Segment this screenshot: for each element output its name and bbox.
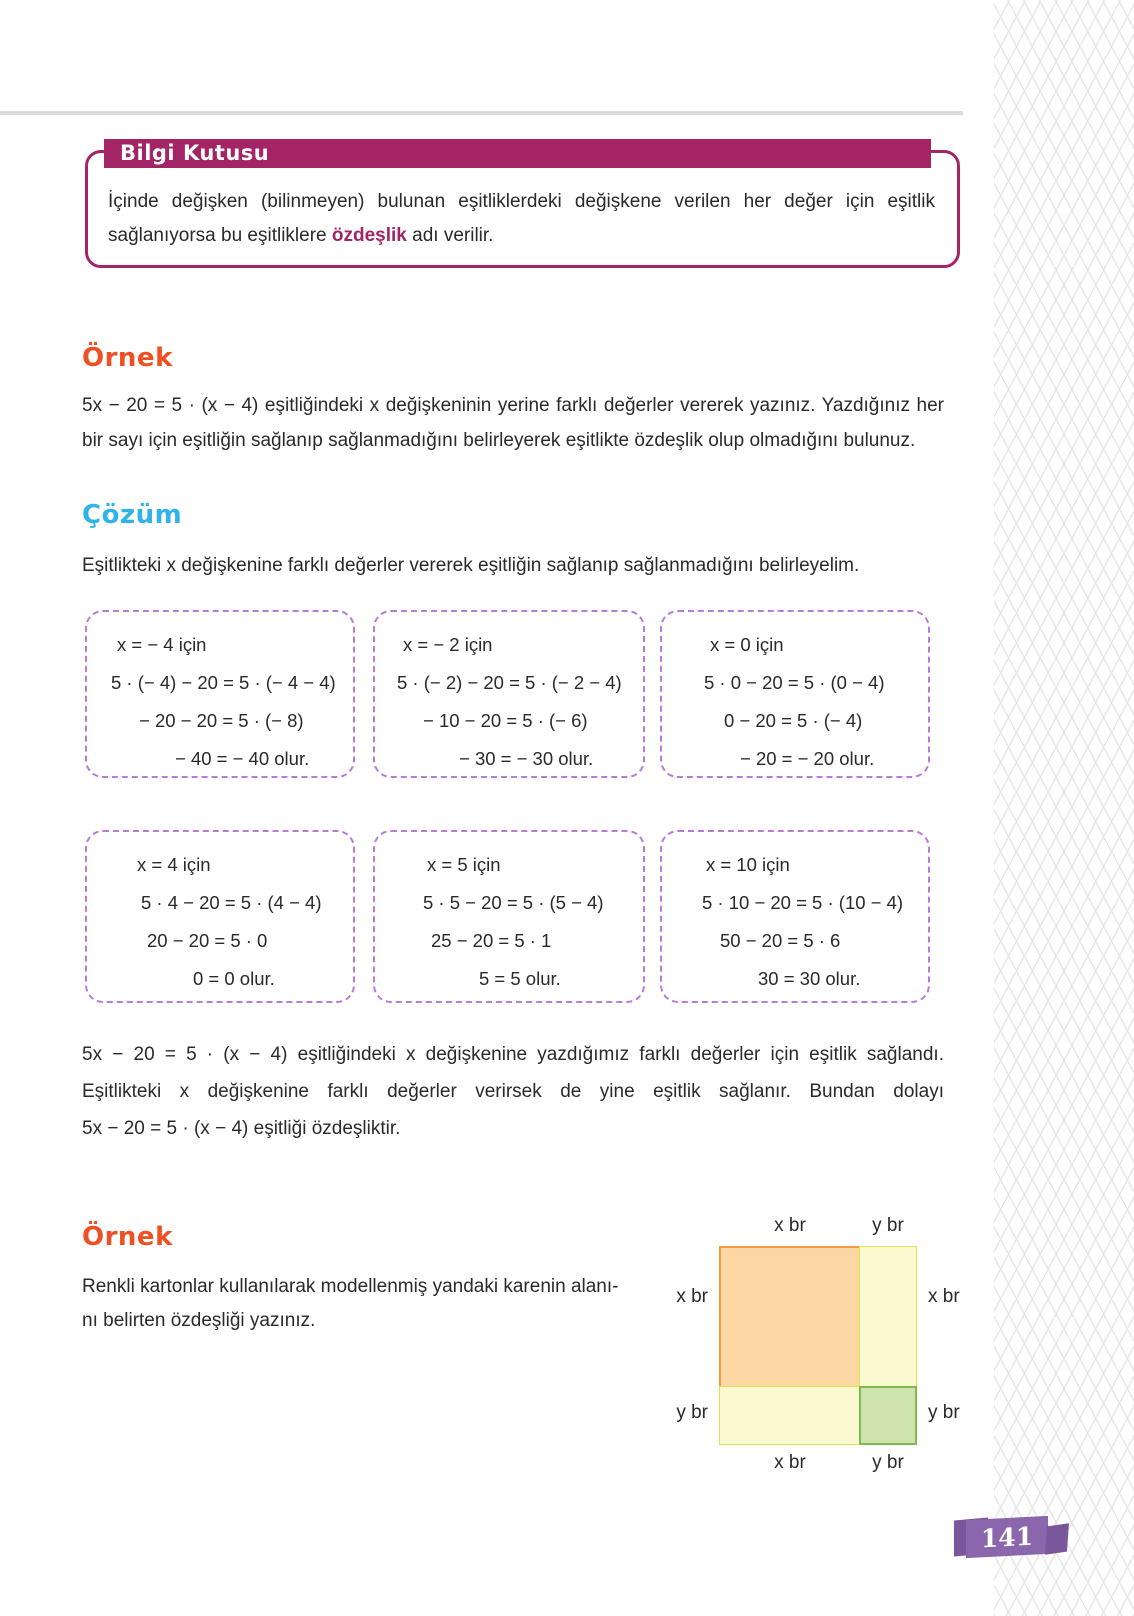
solution-intro: Eşitlikteki x değişkenine farklı değerler vererek eşitliğin sağlanıp sağlanmadığını belirleyelim. — [82, 555, 860, 576]
diagram-label-right-x: x br — [928, 1286, 960, 1307]
info-text-after: adı verilir. — [406, 225, 494, 246]
example2-line1: Renkli kartonlar kullanılarak modellenmiş yandaki karenin alanı- — [82, 1276, 619, 1297]
top-divider-rule — [0, 111, 963, 115]
diagram-label-bottom-x: x br — [774, 1452, 806, 1473]
equation-line: − 40 = − 40 olur. — [175, 748, 310, 769]
ribbon-tail-fold — [1045, 1523, 1069, 1554]
page-number: 141 — [980, 1521, 1034, 1553]
equation-line: 5 · (− 4) − 20 = 5 · (− 4 − 4) — [111, 672, 336, 693]
equation-line: 5 · 5 − 20 = 5 · (5 − 4) — [423, 892, 604, 913]
solution-box-x-0 — [660, 610, 930, 778]
equation-line: 0 = 0 olur. — [193, 968, 275, 989]
cozum-heading: Çözüm — [82, 500, 183, 530]
diagram-label-left-x: x br — [676, 1286, 708, 1307]
solution-box-x-4 — [85, 830, 355, 1003]
equation-line: 50 − 20 = 5 · 6 — [720, 930, 841, 951]
info-box-title: Bilgi Kutusu — [120, 141, 270, 165]
conclusion-paragraph — [82, 1036, 944, 1147]
diagram-label-top-x: x br — [774, 1215, 806, 1236]
conclusion-text-1: eşitliğindeki x değişkenine yazdığımız farklı değerler için eşitlik sağlandı. Eşitlikteki x değişkenine farklı değerler verirsek de yine eşitlik sağlanır. Bundan dolayı — [82, 1044, 944, 1102]
equation-line: 5 · 10 − 20 = 5 · (10 − 4) — [702, 892, 904, 913]
equation-line: x = 4 için — [137, 854, 211, 875]
solution-box-x-10 — [660, 830, 930, 1003]
equation-line: 5 · 4 − 20 = 5 · (4 − 4) — [141, 892, 322, 913]
ribbon-main — [966, 1516, 1048, 1558]
solution-box-x-minus2 — [373, 610, 645, 778]
example1-text — [82, 388, 944, 458]
info-box — [85, 141, 960, 268]
equation-line: 5 · (− 2) − 20 = 5 · (− 2 − 4) — [397, 672, 622, 693]
info-text-before: İçinde değişken (bilinmeyen) bulunan eşitliklerdeki değişkene verilen her değer için eşitlik sağlanıyorsa bu eşitliklere — [108, 191, 935, 246]
diagram-label-right-y: y br — [928, 1402, 960, 1423]
diagram-label-bottom-y: y br — [872, 1452, 904, 1473]
equation-line: − 20 − 20 = 5 · (− 8) — [139, 710, 304, 731]
page-ribbon — [952, 1513, 1072, 1563]
example1-equation: 5x − 20 = 5 · (x − 4) — [82, 395, 259, 416]
solution-box-x-5 — [373, 830, 645, 1003]
equation-line: − 20 = − 20 olur. — [740, 748, 875, 769]
diagram-strip-y-by-x-right — [859, 1246, 917, 1388]
info-box-title-bar — [104, 139, 931, 168]
conclusion-text-2: eşitliği özdeşliktir. — [248, 1118, 401, 1139]
equation-line: 30 = 30 olur. — [758, 968, 861, 989]
highlight-ozdeslik: özdeşlik — [331, 225, 407, 246]
equation-line: 20 − 20 = 5 · 0 — [147, 930, 268, 951]
equation-line: x = 0 için — [710, 634, 784, 655]
equation-line: 5 · 0 − 20 = 5 · (0 − 4) — [704, 672, 885, 693]
equation-line: x = 5 için — [427, 854, 501, 875]
example2-text — [82, 1270, 662, 1338]
equation-line: x = − 4 için — [117, 634, 207, 655]
conclusion-equation-2: 5x − 20 = 5 · (x − 4) — [82, 1118, 249, 1139]
info-box-text — [108, 185, 935, 253]
diagram-label-left-y: y br — [676, 1402, 708, 1423]
equation-line: x = − 2 için — [403, 634, 493, 655]
crosshatch-pattern — [994, 0, 1134, 1616]
diagram-strip-x-by-y-bottom — [719, 1386, 861, 1445]
equation-line: − 30 = − 30 olur. — [459, 748, 594, 769]
diagram-square-y-by-y — [859, 1386, 917, 1445]
equation-line: − 10 − 20 = 5 · (− 6) — [423, 710, 588, 731]
ornek2-heading: Örnek — [82, 1222, 173, 1252]
ornek1-heading: Örnek — [82, 343, 173, 373]
conclusion-equation-1: 5x − 20 = 5 · (x − 4) — [82, 1044, 288, 1065]
diagram-square-x-by-x — [719, 1246, 861, 1388]
equation-line: 0 − 20 = 5 · (− 4) — [724, 710, 863, 731]
example2-line2: nı belirten özdeşliği yazınız. — [82, 1310, 316, 1331]
equation-line: 5 = 5 olur. — [479, 968, 561, 989]
example1-body: eşitliğindeki x değişkeninin yerine farklı değerler vererek yazınız. Yazdığınız her bir sayı için eşitliğin sağlanıp sağlanmadığını belirleyerek eşitlikte özdeşlik olup olmadığını bulunuz. — [82, 395, 944, 451]
equation-line: 25 − 20 = 5 · 1 — [431, 930, 552, 951]
equation-line: x = 10 için — [706, 854, 790, 875]
diagram-label-top-y: y br — [872, 1215, 904, 1236]
solution-box-x-minus4 — [85, 610, 355, 778]
